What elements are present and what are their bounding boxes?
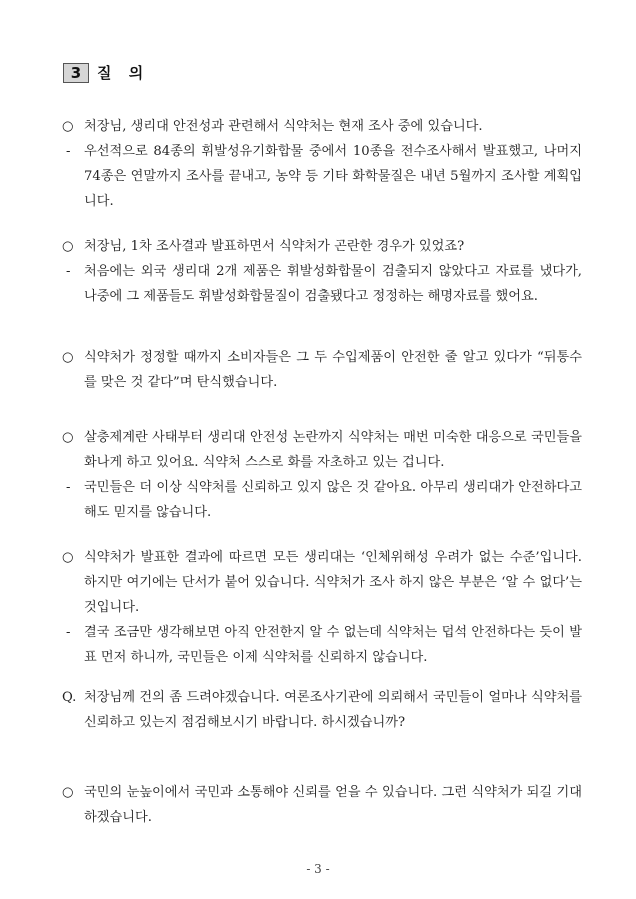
section-number-badge: 3 <box>63 63 89 83</box>
sub-item <box>62 139 582 214</box>
dash-bullet-icon: - <box>66 264 71 279</box>
paragraph-block <box>62 345 582 395</box>
sub-item <box>62 475 582 525</box>
paragraph-block <box>62 114 582 214</box>
bullet-text: 국민의 눈높이에서 국민과 소통해야 신뢰를 얻을 수 있습니다. 그런 식약처가 되길 기대하겠습니다. <box>84 785 582 825</box>
bullet-text: 처장님, 1차 조사결과 발표하면서 식약처가 곤란한 경우가 있었죠? <box>84 239 465 254</box>
circle-bullet-icon: ○ <box>62 785 74 800</box>
circle-bullet-icon: ○ <box>62 239 74 254</box>
question-text: 처장님께 건의 좀 드려야겠습니다. 여론조사기관에 의뢰해서 국민들이 얼마나 식약처를 신뢰하고 있는지 점검해보시기 바랍니다. 하시겠습니까? <box>84 690 582 730</box>
bullet-text: 식약처가 정정할 때까지 소비자들은 그 두 수입제품이 안전한 줄 알고 있다가 “뒤통수를 맞은 것 같다”며 탄식했습니다. <box>84 350 582 390</box>
paragraph-block <box>62 425 582 525</box>
circle-bullet-icon: ○ <box>62 430 74 445</box>
sub-text: 처음에는 외국 생리대 2개 제품은 휘발성화합물이 검출되지 않았다고 자료를 냈다가, 나중에 그 제품들도 휘발성화합물질이 검출됐다고 정정하는 해명자료를 했어요. <box>84 264 582 304</box>
bullet-text: 식약처가 발표한 결과에 따르면 모든 생리대는 ‘인체위해성 우려가 없는 수준’입니다. 하지만 여기에는 단서가 붙어 있습니다. 식약처가 조사 하지 않은 부분은 ‘알 수 없다’는 것입니다. <box>84 550 582 615</box>
bullet-item <box>62 114 582 139</box>
circle-bullet-icon: ○ <box>62 350 74 365</box>
question-block <box>62 685 582 735</box>
question-item <box>62 685 582 735</box>
bullet-text: 살충제계란 사태부터 생리대 안전성 논란까지 식약처는 매번 미숙한 대응으로 국민들을 화나게 하고 있어요. 식약처 스스로 화를 자초하고 있는 겁니다. <box>84 430 582 470</box>
sub-text: 국민들은 더 이상 식약처를 신뢰하고 있지 않은 것 같아요. 아무리 생리대가 안전하다고 해도 믿지를 않습니다. <box>84 480 582 520</box>
sub-text: 우선적으로 84종의 휘발성유기화합물 중에서 10종을 전수조사해서 발표했고, 나머지 74종은 연말까지 조사를 끝내고, 농약 등 기타 화학물질은 내년 5월까지 조사할 계획입니다. <box>84 144 582 209</box>
bullet-text: 처장님, 생리대 안전성과 관련해서 식약처는 현재 조사 중에 있습니다. <box>84 119 483 134</box>
sub-item <box>62 620 582 670</box>
paragraph-block <box>62 545 582 670</box>
paragraph-block <box>62 780 582 830</box>
question-marker: Q. <box>62 690 77 705</box>
bullet-item <box>62 545 582 620</box>
sub-item <box>62 259 582 309</box>
bullet-item <box>62 780 582 830</box>
bullet-item <box>62 234 582 259</box>
bullet-item <box>62 345 582 395</box>
circle-bullet-icon: ○ <box>62 550 74 565</box>
section-header <box>63 62 149 83</box>
bullet-item <box>62 425 582 475</box>
dash-bullet-icon: - <box>66 144 71 159</box>
dash-bullet-icon: - <box>66 625 71 640</box>
circle-bullet-icon: ○ <box>62 119 74 134</box>
page-number: - 3 - <box>306 862 330 876</box>
section-title: 질 의 <box>97 64 150 82</box>
dash-bullet-icon: - <box>66 480 71 495</box>
sub-text: 결국 조금만 생각해보면 아직 안전한지 알 수 없는데 식약처는 덥석 안전하다는 듯이 발표 먼저 하니까, 국민들은 이제 식약처를 신뢰하지 않습니다. <box>84 625 582 665</box>
paragraph-block <box>62 234 582 309</box>
